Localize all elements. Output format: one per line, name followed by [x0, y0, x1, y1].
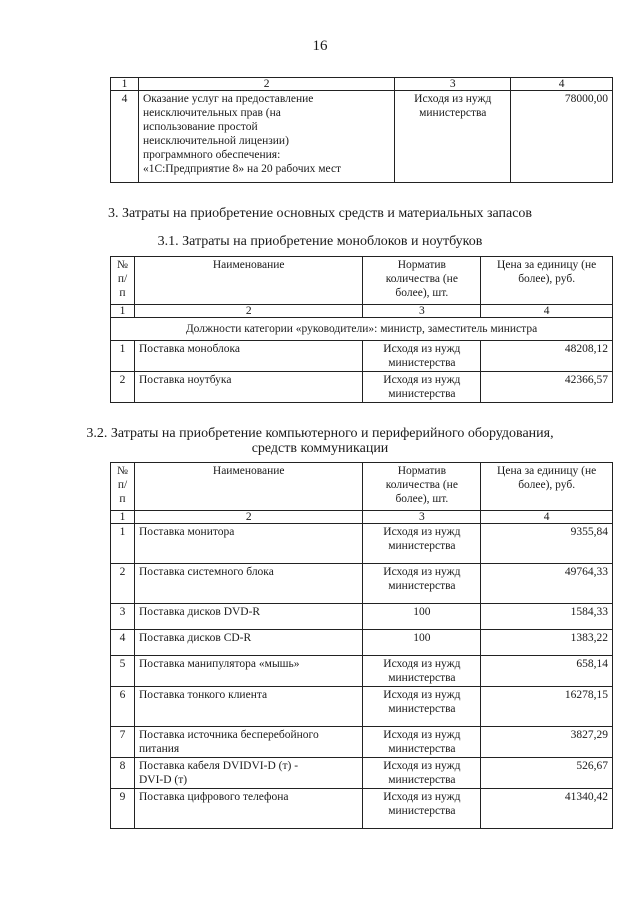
row-norm [363, 524, 481, 564]
norm-line: Исходя из нужд [383, 658, 461, 670]
row-price: 16278,15 [481, 687, 613, 727]
index-cell: 2 [134, 511, 362, 524]
row-name: Поставка монитора [134, 524, 362, 564]
name-line: питания [138, 743, 180, 755]
table-row [111, 630, 613, 656]
row-norm [363, 341, 481, 372]
norm-line: Исходя из нужд [383, 760, 461, 772]
header-norm [363, 257, 481, 305]
page-number: 16 [312, 38, 328, 54]
norm-line: министерства [388, 805, 456, 817]
header-line: Цена за единицу (не [497, 259, 597, 271]
index-cell: 1 [111, 78, 139, 91]
row-norm [363, 758, 481, 789]
header-name: Наименование [134, 463, 362, 511]
header-num [111, 463, 135, 511]
row-price: 3827,29 [481, 727, 613, 758]
section-3-title: 3. Затраты на приобретение основных средств и материальных запасов [107, 206, 533, 221]
header-line: более), шт. [395, 287, 449, 299]
row-number: 1 [111, 341, 135, 372]
row-name: Поставка дисков CD-R [134, 630, 362, 656]
row-norm: 100 [363, 604, 481, 630]
index-cell: 1 [111, 305, 135, 318]
name-line: неисключительной лицензии) [142, 135, 289, 147]
row-norm [363, 372, 481, 403]
row-name: Поставка цифрового телефона [134, 789, 362, 829]
table-row [111, 524, 613, 564]
name-line: Оказание услуг на предоставление [142, 93, 314, 105]
row-price: 1584,33 [481, 604, 613, 630]
row-number: 7 [111, 727, 135, 758]
row-name: Поставка системного блока [134, 564, 362, 604]
header-price [481, 463, 613, 511]
table-3-1 [110, 256, 613, 403]
norm-line: Исходя из нужд [383, 343, 461, 355]
header-row [111, 257, 613, 305]
header-line: более), руб. [518, 479, 576, 491]
header-price [481, 257, 613, 305]
header-line: Цена за единицу (не [497, 465, 597, 477]
norm-line: министерства [388, 357, 456, 369]
row-number: 2 [111, 564, 135, 604]
index-cell: 3 [395, 78, 511, 91]
row-price: 658,14 [481, 656, 613, 687]
index-cell: 1 [111, 511, 135, 524]
row-price: 9355,84 [481, 524, 613, 564]
header-line: количества (не [385, 479, 458, 491]
row-price: 526,67 [481, 758, 613, 789]
norm-line: Исходя из нужд [383, 526, 461, 538]
table-row [111, 604, 613, 630]
index-cell: 4 [481, 511, 613, 524]
row-price: 78000,00 [511, 91, 613, 183]
table-row [111, 91, 613, 183]
norm-line: министерства [388, 703, 456, 715]
row-number: 1 [111, 524, 135, 564]
row-norm [395, 91, 511, 183]
table-row [111, 341, 613, 372]
row-number: 3 [111, 604, 135, 630]
name-line: Поставка источника бесперебойного [138, 729, 319, 741]
table-row [111, 372, 613, 403]
table-row [111, 789, 613, 829]
table-row [111, 758, 613, 789]
index-cell: 3 [363, 511, 481, 524]
name-line: «1С:Предприятие 8» на 20 рабочих мест [142, 163, 342, 175]
norm-line: Исходя из нужд [383, 689, 461, 701]
row-number: 4 [111, 630, 135, 656]
row-number: 8 [111, 758, 135, 789]
name-line: программного обеспечения: [142, 149, 281, 161]
row-name: Поставка тонкого клиента [134, 687, 362, 727]
row-price: 42366,57 [481, 372, 613, 403]
row-name: Поставка моноблока [134, 341, 362, 372]
category-cell: Должности категории «руководители»: министр, заместитель министра [111, 318, 613, 341]
header-line: № [117, 465, 128, 477]
section-3-1-title: 3.1. Затраты на приобретение моноблоков и ноутбуков [157, 234, 483, 249]
section-3-2-title [0, 426, 640, 457]
name-line: DVI-D (т) [138, 774, 188, 786]
name-line: Поставка кабеля DVIDVI-D (т) - [138, 760, 299, 772]
header-num [111, 257, 135, 305]
row-norm [363, 656, 481, 687]
norm-line: министерства [388, 672, 456, 684]
index-cell: 2 [138, 78, 394, 91]
norm-line: министерства [388, 388, 456, 400]
table-row [111, 727, 613, 758]
norm-line: Исходя из нужд [383, 566, 461, 578]
header-line: № [117, 259, 128, 271]
row-price: 48208,12 [481, 341, 613, 372]
row-norm [363, 687, 481, 727]
norm-line: Исходя из нужд [383, 729, 461, 741]
name-line: неисключительных прав (на [142, 107, 281, 119]
index-cell: 4 [481, 305, 613, 318]
norm-line: Исходя из нужд [414, 93, 492, 105]
norm-line: министерства [419, 107, 487, 119]
row-number: 5 [111, 656, 135, 687]
header-line: более), руб. [518, 273, 576, 285]
row-number: 2 [111, 372, 135, 403]
norm-line: министерства [388, 540, 456, 552]
header-norm [363, 463, 481, 511]
index-cell: 2 [134, 305, 362, 318]
title-line: средств коммуникации [251, 441, 389, 456]
row-price: 41340,42 [481, 789, 613, 829]
continuation-table [110, 77, 613, 183]
row-name: Поставка ноутбука [134, 372, 362, 403]
row-number: 9 [111, 789, 135, 829]
norm-line: министерства [388, 743, 456, 755]
header-line: количества (не [385, 273, 458, 285]
row-number: 6 [111, 687, 135, 727]
header-line: Норматив [397, 259, 446, 271]
norm-line: министерства [388, 580, 456, 592]
table-row [111, 564, 613, 604]
header-line: более), шт. [395, 493, 449, 505]
header-row [111, 463, 613, 511]
table-3-2 [110, 462, 613, 829]
header-line: п/п [117, 479, 128, 505]
table-row [111, 656, 613, 687]
row-norm [363, 727, 481, 758]
norm-line: Исходя из нужд [383, 791, 461, 803]
row-norm [363, 564, 481, 604]
row-norm [363, 789, 481, 829]
row-name [134, 758, 362, 789]
row-price: 1383,22 [481, 630, 613, 656]
row-name [138, 91, 394, 183]
row-norm: 100 [363, 630, 481, 656]
header-line: Норматив [397, 465, 446, 477]
title-line: 3.2. Затраты на приобретение компьютерного и периферийного оборудования, [86, 426, 554, 441]
norm-line: Исходя из нужд [383, 374, 461, 386]
table-row [111, 687, 613, 727]
name-line: использование простой [142, 121, 258, 133]
row-name: Поставка дисков DVD-R [134, 604, 362, 630]
norm-line: министерства [388, 774, 456, 786]
index-row [111, 511, 613, 524]
index-cell: 4 [511, 78, 613, 91]
category-row [111, 318, 613, 341]
index-row [111, 78, 613, 91]
row-price: 49764,33 [481, 564, 613, 604]
header-name: Наименование [134, 257, 362, 305]
row-number: 4 [111, 91, 139, 183]
index-cell: 3 [363, 305, 481, 318]
row-name: Поставка манипулятора «мышь» [134, 656, 362, 687]
index-row [111, 305, 613, 318]
header-line: п/п [117, 273, 128, 299]
row-name [134, 727, 362, 758]
